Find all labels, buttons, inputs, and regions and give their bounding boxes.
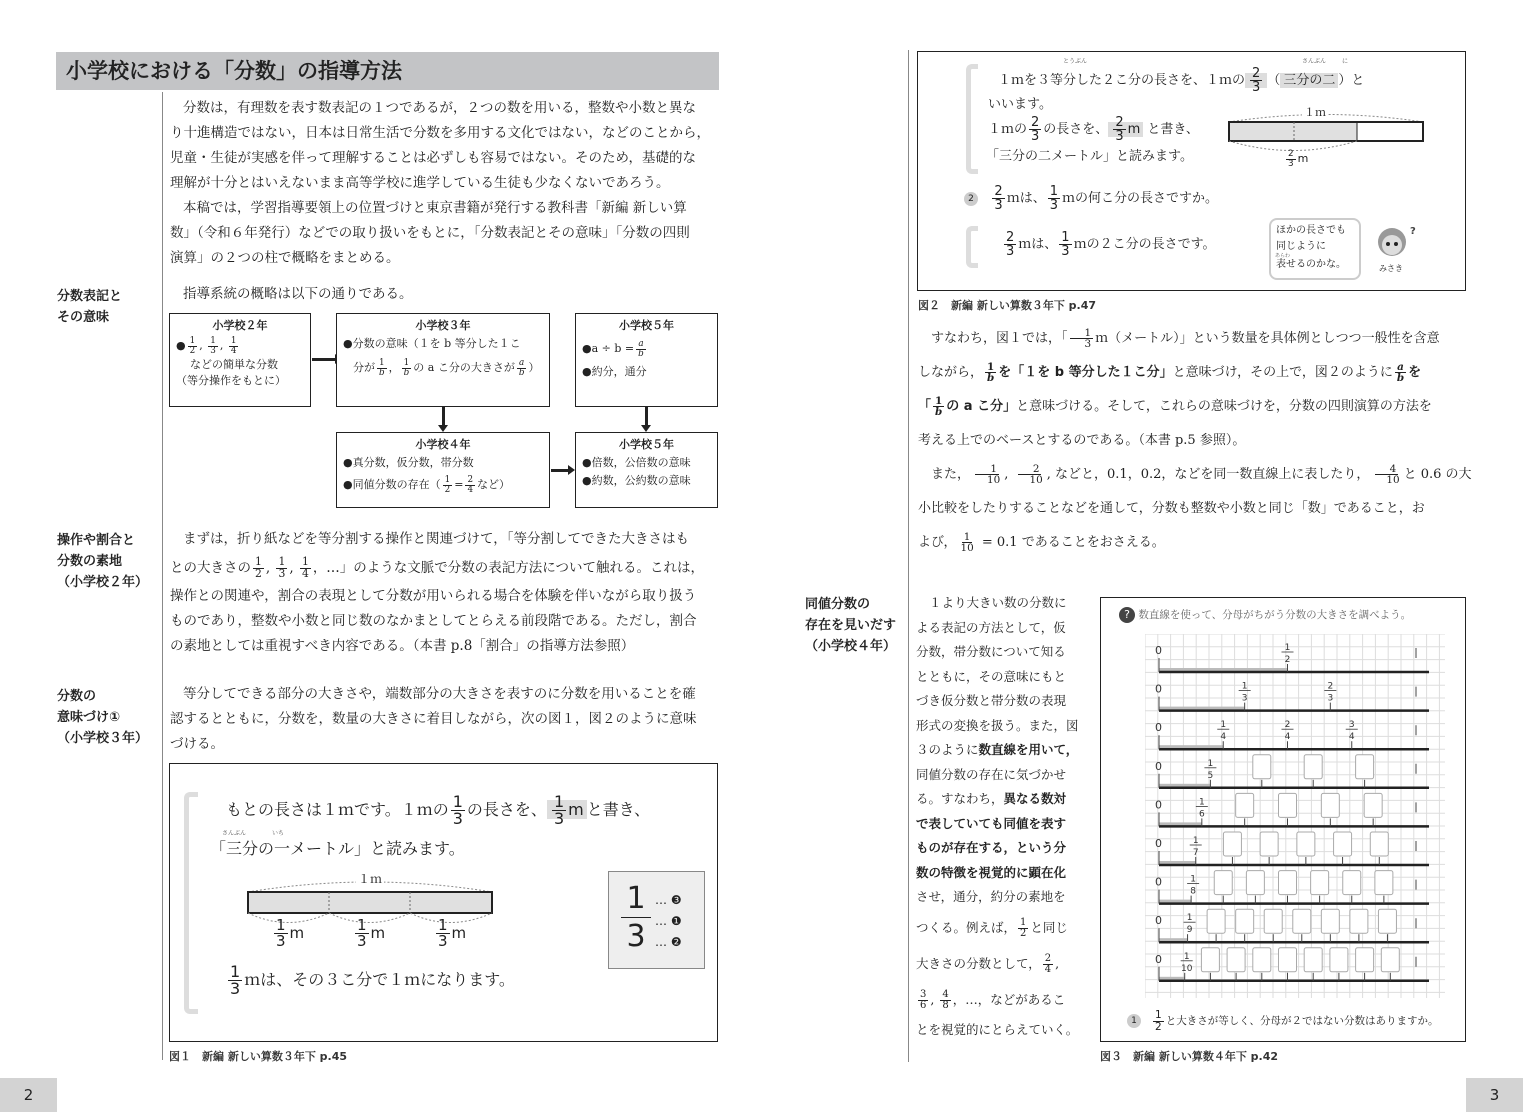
box-line: ●倍数，公倍数の意味 <box>582 456 691 469</box>
answer-box <box>1201 948 1219 972</box>
fraction: $\frac{1}{2}$ <box>255 555 262 580</box>
unit: m <box>370 924 386 942</box>
para-line: つくる。例えば， $\frac{1}{2}$ と同じ <box>916 916 1068 939</box>
arrow-right <box>551 469 569 472</box>
order-mark: ❶ <box>670 914 682 928</box>
answer-box <box>1304 755 1322 779</box>
text: ｍは、 <box>1006 191 1046 206</box>
intro-line: 児童・生徒が実感を伴って理解することは必ずしも容易ではない。そのため，基礎的な <box>170 150 696 166</box>
tick-label-numerator: 2 <box>1327 681 1334 692</box>
para-line: しながら， $\frac{1}{b}$ を「１を b 等分した１こ分」と意味づけ，その上で，図２のように $\frac{a}{b}$ を <box>918 360 1422 384</box>
text: しながら， <box>918 365 984 380</box>
figure-2-caption: 図２ 新編 新しい算数３年下 p.47 <box>918 299 1097 312</box>
fig2-line4: 「三分の二メートル」と読みます。 <box>986 149 1193 164</box>
svg-text:?: ? <box>1410 226 1416 237</box>
box-line: ●分数の意味（１を b 等分した１こ <box>343 337 521 350</box>
para-line: 「 $\frac{1}{b}$ の a こ分」と意味づける。そして，これらの意味づけを，分数の四則演算の方法を <box>918 394 1432 418</box>
tick-label-denominator: 6 <box>1198 809 1205 820</box>
box-line: ●約分，通分 <box>582 365 647 378</box>
para-line: 小比較をしたりすることなどを通して，分数も整数や小数と同じ「数」であること，お <box>918 501 1425 516</box>
para-line: すなわち，図１では，「 $\frac{1}{3}$ ｍ（メートル）」という数量を具体例としつつ一般性を含意 <box>931 326 1440 350</box>
fig2-line1: １ｍを３等分した２こ分の長さを、１ｍの $\frac{2}{3}$ （ 三分の二 ）と <box>998 66 1365 95</box>
unit: m <box>289 924 305 942</box>
text: ｍの２こ分の長さです。 <box>1073 237 1216 252</box>
ruby-toubun: とうぶん <box>1063 58 1088 65</box>
text: ｍの何こ分の長さですか。 <box>1061 191 1218 206</box>
text: との大きさの <box>170 560 251 576</box>
answer-box <box>1321 909 1339 933</box>
text: の長さを、 <box>1043 122 1109 137</box>
para-line: 数の特徴を視覚的に顕在化 <box>916 864 1067 880</box>
text: と書き、 <box>586 800 651 819</box>
order-mark: ❸ <box>670 893 682 907</box>
para-line: $\frac{3}{6}$ , $\frac{4}{8}$ ，…，などがあるこ <box>920 988 1066 1011</box>
arrow-down <box>645 407 648 426</box>
label-line: 同値分数の <box>805 597 871 612</box>
bold-text: 「 <box>918 399 932 414</box>
label-zero: 0 <box>1155 952 1162 966</box>
arrow-down <box>442 407 445 426</box>
box-line: （等分操作をもとに） <box>176 374 286 387</box>
label-line: 分数表記と <box>57 289 123 304</box>
section1-intro: 指導系統の概略は以下の通りである。 <box>183 286 413 302</box>
label-zero: 0 <box>1155 875 1162 889</box>
label-line: （小学校３年） <box>57 731 149 746</box>
text: また， <box>931 467 971 482</box>
fraction: $\frac{1}{4}$ <box>301 555 309 580</box>
ruby-arawa: あらわ <box>1275 253 1291 259</box>
figure-3 <box>1100 597 1466 1042</box>
segment-label: $\frac{2}{3}$ m <box>1288 148 1309 169</box>
fig1-line1 <box>226 790 650 830</box>
box-line: ●約数，公約数の意味 <box>582 474 691 487</box>
bold-text: 異なる数対 <box>1003 791 1067 806</box>
tick-label-numerator: 1 <box>1183 951 1190 962</box>
label-zero: 0 <box>1155 837 1162 850</box>
text: = <box>454 478 464 491</box>
fraction-bar <box>621 917 651 918</box>
intro-line: 分数は，有理数を表す数表記の１つであるが，２つの数を用いる，整数や小数と異な <box>183 100 696 116</box>
text: と書き、 <box>1147 122 1199 137</box>
label-line: 分数の素地 <box>57 554 123 569</box>
ruby-sanbun: さんぶん <box>222 830 247 837</box>
tick-label-numerator: 1 <box>1192 836 1199 846</box>
box-line: ●真分数，仮分数，帯分数 <box>343 456 474 469</box>
fraction: $\frac{2}{4}$ <box>467 474 474 495</box>
text: と意味づける。そして，これらの意味づけを，分数の四則演算の方法を <box>1016 399 1432 414</box>
tick-label-numerator: 1 <box>1207 758 1214 769</box>
para-line: 同値分数の存在に気づかせ <box>916 766 1067 782</box>
bold-text: を「１を b 等分した１こ分」 <box>998 365 1173 380</box>
para-line: 大きさの分数として， $\frac{2}{4}$ , <box>916 952 1060 975</box>
answer-box <box>1343 871 1361 895</box>
para-line: 等分してできる部分の大きさや，端数部分の大きさを表すのに分数を用いることを確 <box>183 686 696 702</box>
text: ●a ÷ b = <box>582 342 635 355</box>
text: ３のように <box>916 742 979 757</box>
bubble-line: ほかの長さでも <box>1276 225 1346 236</box>
tick-label-denominator: 5 <box>1207 770 1214 781</box>
question-text: と大きさが等しく、分母が２ではない分数はありますか。 <box>1165 1015 1439 1027</box>
para-line: づける。 <box>170 736 224 752</box>
answer-box <box>1279 793 1297 817</box>
intro-line: り十進構造ではない，日本は日常生活で分数を多用する文化ではない，などのことから， <box>170 125 710 141</box>
tick-label-denominator: 7 <box>1192 848 1199 858</box>
para-line: よび， $\frac{1}{10}$ = 0.1 であることをおさえる。 <box>918 530 1165 554</box>
flow-box-grade5a <box>575 313 718 407</box>
text: 大きさの分数として， <box>916 955 1041 971</box>
answer-box <box>1279 948 1297 972</box>
bracket <box>966 226 978 268</box>
answer-box <box>1223 832 1241 856</box>
segment-label: $\frac{1}{3}$ m <box>276 916 305 950</box>
box-line <box>343 353 543 383</box>
text: ） <box>528 361 540 374</box>
ruby-ichi: いち <box>272 830 285 837</box>
box-title: 小学校５年 <box>619 438 674 451</box>
answer-box <box>1207 909 1225 933</box>
page-title: 小学校における「分数」の指導方法 <box>56 52 719 90</box>
tick-label-numerator: 1 <box>1284 643 1291 653</box>
bold-text: を <box>1408 365 1422 380</box>
character-misaki-icon <box>1370 222 1420 262</box>
fraction-reading-order <box>608 871 705 969</box>
question-icon: ? <box>1119 607 1135 623</box>
order-mark: ❷ <box>670 935 682 949</box>
para-line: させ，通分，約分の素地を <box>916 889 1066 904</box>
answer-box <box>1236 909 1254 933</box>
para-line: ものであり，整数や小数と同じ数のなかまとしてとらえる前段階である。ただし，割合 <box>170 613 697 629</box>
figure-2 <box>917 51 1466 291</box>
box-title: 小学校５年 <box>619 319 674 332</box>
text: ｍは、 <box>1018 237 1058 252</box>
number-line-chart <box>1145 634 1445 998</box>
fraction: $\frac{1}{b}$ <box>379 357 385 378</box>
answer-box <box>1293 909 1311 933</box>
text: 分が <box>353 361 375 374</box>
fraction: $\frac{a}{b}$ <box>518 357 525 378</box>
fraction: $\frac{1}{2}$ <box>444 474 451 495</box>
question-number: 1 <box>1127 1014 1141 1028</box>
label-line: 操作や割合と <box>57 533 136 548</box>
para-line: とともに，その意味にもと <box>916 668 1067 684</box>
label-zero: 0 <box>1155 914 1162 928</box>
text: ，…」のような文脈で分数の表記方法について触れる。これは， <box>312 560 705 576</box>
tick-label-numerator: 1 <box>1241 681 1248 692</box>
flow-box-grade4 <box>336 432 550 508</box>
answer-box <box>1227 948 1245 972</box>
box-line: などの簡単な分数 <box>190 358 278 371</box>
label-line: 分数の <box>57 689 97 704</box>
text: と意味づけ，その上で，図２のように <box>1172 365 1393 380</box>
prompt-text: 数直線を使って、分母がちがう分数の大きさを調べよう。 <box>1138 609 1412 621</box>
para-line: 考える上でのベースとするのである。（本書 p.5 参照）。 <box>918 433 1246 448</box>
para-line: 操作との関連や，割合の表現として分数が用いられる場合を体験を伴いながら取り扱う <box>170 588 697 604</box>
figure-1 <box>169 763 718 1042</box>
figure-3-caption: 図３ 新編 新しい算数４年下 p.42 <box>1100 1050 1279 1063</box>
fraction: $\frac{1}{3}$ <box>553 792 565 828</box>
fig1-line2: 「三分の一メートル」と読みます。 <box>210 839 465 858</box>
fraction: $\frac{1}{3}$ <box>210 335 216 356</box>
section3-paragraph <box>170 682 726 757</box>
fraction: $\frac{1}{3}$ <box>278 555 286 580</box>
text: などと，0.1，0.2，などを同一数直線上に表したり， <box>1055 467 1370 482</box>
text: ，…，などがあるこ <box>952 991 1066 1007</box>
character-name: みさき <box>1379 264 1403 273</box>
tick-label-numerator: 3 <box>1348 720 1355 731</box>
text: = 0.1 であることをおさえる。 <box>981 535 1165 550</box>
intro-line: 本稿では，学習指導要領上の位置づけと東京書籍が発行する教科書「新編 新しい算 <box>183 200 687 216</box>
box-line <box>343 472 543 498</box>
para-line: 形式の変換を扱う。また，図 <box>916 717 1079 733</box>
bar-label: １ｍ <box>358 872 383 886</box>
section4-paragraph <box>916 591 1096 1042</box>
bold-text: の a こ分」 <box>946 399 1017 414</box>
text: よび， <box>918 535 957 550</box>
bracket <box>966 64 978 174</box>
fraction <box>451 794 465 827</box>
intro-line: 演算」の２つの柱で概略をまとめる。 <box>170 250 400 266</box>
fig1-line3: $\frac{1}{3}$ ｍは、その３こ分で１ｍになります。 <box>230 962 515 998</box>
segment-label: $\frac{1}{3}$ m <box>357 916 386 950</box>
answer-box <box>1253 755 1271 779</box>
answer-box <box>1364 793 1382 817</box>
text: る。すなわち， <box>916 791 1004 806</box>
text: すなわち，図１では，「 <box>931 331 1068 346</box>
fraction: $\frac{1}{2}$ <box>189 335 196 356</box>
tick-label-denominator: 9 <box>1186 925 1193 936</box>
text: もとの長さは１ｍです。１ｍの <box>226 800 449 819</box>
text: と 0.6 の大 <box>1403 467 1472 482</box>
answer-box <box>1297 832 1315 856</box>
section2-paragraph <box>170 527 726 659</box>
order-marks: … ❸ … ❶ … ❷ <box>655 893 682 949</box>
numerator: 1 <box>452 792 463 811</box>
text: の a こ分の大きさが <box>413 361 515 374</box>
fig2-line2: いいます。 <box>988 97 1052 112</box>
para-line: ものが存在する，という分 <box>916 840 1067 855</box>
bar-label: １ｍ <box>1304 106 1326 119</box>
para-line: よる表記の方法として，仮 <box>916 619 1066 635</box>
ruby-ni: に <box>1342 58 1349 65</box>
para-line: まずは，折り紙などを等分割する操作と関連づけて，「等分割してできた大きさはも <box>183 531 689 547</box>
arrow-right <box>312 358 336 361</box>
tick-label-numerator: 1 <box>1186 913 1193 924</box>
box-title: 小学校３年 <box>415 319 471 332</box>
tick-label-denominator: 4 <box>1284 732 1291 743</box>
answer-box <box>1330 948 1348 972</box>
label-zero: 0 <box>1155 682 1162 696</box>
page-number-left: 2 <box>0 1078 57 1112</box>
answer-2: $\frac{2}{3}$ ｍは、 $\frac{1}{3}$ ｍの２こ分の長さです。 <box>1006 230 1216 259</box>
fraction: $\frac{1}{b}$ <box>403 357 410 378</box>
tick-label-denominator: 4 <box>1220 732 1227 743</box>
explanation-paragraph <box>918 322 1470 560</box>
bracket <box>184 792 198 1014</box>
text: ｍは、その３こ分で１ｍになります。 <box>244 970 515 989</box>
label-line: その意味 <box>57 310 110 325</box>
para-line: 認するとともに，分数を，数量の大きさに着目しながら，次の図１，図２のように意味 <box>170 711 697 727</box>
para-line: で表していても同値を表す <box>916 815 1067 831</box>
label-line: （小学校２年） <box>57 575 149 590</box>
answer-box <box>1236 793 1254 817</box>
text: ）と <box>1338 73 1365 88</box>
para-line: １より大きい数の分数に <box>929 595 1067 610</box>
section-label-grade2 <box>57 530 148 593</box>
text: １ｍを３等分した２こ分の長さを、１ｍの <box>998 73 1246 88</box>
answer-box <box>1214 871 1232 895</box>
tick-label-denominator: 4 <box>1348 732 1355 743</box>
section-label-grade3 <box>57 686 148 749</box>
speech-bubble <box>1269 218 1361 280</box>
answer-box <box>1356 755 1374 779</box>
answer-box <box>1356 948 1374 972</box>
numerator: 1 <box>626 881 646 916</box>
intro-line: 理解が十分とはいえないまま高等学校に進学している生徒も少なくないであろう。 <box>170 175 670 191</box>
answer-box <box>1321 793 1339 817</box>
para-line: また， $\frac{1}{10}$ , $\frac{2}{10}$ , などと，0.1，0.2，などを同一数直線上に表したり， $\frac{4}{10}$ と 0.6 の大 <box>931 462 1472 486</box>
section-label-notation <box>57 286 122 328</box>
denominator: 3 <box>452 809 463 828</box>
answer-box <box>1311 871 1329 895</box>
ruby-sanbun: さんぶん <box>1302 58 1327 65</box>
text: ｍ（メートル）」という数量を具体例としつつ一般性を含意 <box>1095 331 1440 346</box>
highlight-fraction <box>547 792 587 828</box>
page-number-right: 3 <box>1466 1078 1523 1112</box>
box-line <box>582 335 711 363</box>
label-zero: 0 <box>1155 798 1162 812</box>
bold-text: 数直線を用いて， <box>978 742 1079 757</box>
figure-1-caption: 図１ 新編 新しい算数３年下 p.45 <box>169 1050 348 1063</box>
segment-label: $\frac{1}{3}$ m <box>438 916 467 950</box>
tick-label-denominator: 3 <box>1327 693 1334 704</box>
text: の長さを、 <box>466 800 547 819</box>
tick-label-denominator: 3 <box>1241 693 1248 704</box>
text: つくる。例えば， <box>916 919 1017 935</box>
tick-label-denominator: 10 <box>1180 963 1193 974</box>
margin-divider <box>908 50 909 1062</box>
tick-label-denominator: 2 <box>1284 655 1291 665</box>
fraction: $\frac{1}{4}$ <box>230 335 237 356</box>
section-label-grade4 <box>805 594 896 657</box>
answer-box <box>1350 909 1368 933</box>
denominator: 3 <box>626 919 646 954</box>
answer-box <box>1260 832 1278 856</box>
text: １ｍの <box>988 122 1028 137</box>
answer-box <box>1378 909 1396 933</box>
para-line: とを視覚的にとらえていく。 <box>916 1021 1079 1037</box>
margin-divider <box>162 92 163 1060</box>
box-title: 小学校４年 <box>415 438 471 451</box>
text: と同じ <box>1030 919 1068 935</box>
tick-label-denominator: 8 <box>1190 886 1196 897</box>
bubble-line: 表せるのかな。 <box>1276 259 1346 270</box>
label-zero: 0 <box>1155 759 1162 773</box>
question-2: 2 $\frac{2}{3}$ ｍは、 $\frac{1}{3}$ ｍの何こ分の長さですか。 <box>964 184 1218 214</box>
answer-box <box>1370 832 1388 856</box>
tick-label-numerator: 1 <box>1190 874 1196 885</box>
label-line: 意味づけ① <box>57 710 121 725</box>
tick-label-numerator: 1 <box>1198 797 1205 808</box>
fraction: $\frac{a}{b}$ <box>638 338 644 359</box>
fig3-prompt <box>1119 606 1411 624</box>
para-line: との大きさの $\frac{1}{2}$ , $\frac{1}{3}$ , $\frac{1}{4}$ ，…」のような文脈で分数の表記方法について触れる。これは， <box>170 555 705 580</box>
flow-box-grade5b <box>575 432 718 508</box>
answer-box <box>1279 871 1297 895</box>
bubble-line: 同じように <box>1276 241 1326 252</box>
label-line: 存在を見いだす <box>805 618 897 633</box>
answer-box <box>1304 948 1322 972</box>
box-title: 小学校２年 <box>212 319 268 332</box>
para-line <box>916 787 1096 812</box>
label-zero: 0 <box>1155 644 1162 657</box>
fig3-question: 1 $\frac{1}{2}$ と大きさが等しく、分母が２ではない分数はありますか。 <box>1127 1008 1439 1034</box>
highlight-text: 三分の二 <box>1280 73 1338 88</box>
intro-paragraph <box>170 96 726 271</box>
answer-box <box>1264 909 1282 933</box>
fig2-line3: １ｍの $\frac{2}{3}$ の長さを、 $\frac{2}{3}$ m と書き、 <box>988 115 1199 144</box>
box-fracs: ● $\frac{1}{2}$ , $\frac{1}{3}$ , $\frac{1}{4}$ <box>176 335 237 356</box>
tick-label-numerator: 1 <box>1220 720 1227 731</box>
text: ●同値分数の存在（ <box>343 478 441 491</box>
question-number: 2 <box>964 192 978 206</box>
answer-box <box>1381 948 1399 972</box>
answer-box <box>1375 871 1393 895</box>
unit: m <box>568 800 584 819</box>
para-line <box>916 738 1096 763</box>
para-line: の素地としては重視すべき内容である。（本書 p.8「割合」の指導方法参照） <box>170 638 635 654</box>
para-line: づき仮分数と帯分数の表現 <box>916 693 1067 708</box>
answer-box <box>1334 832 1352 856</box>
label-line: （小学校４年） <box>805 639 897 654</box>
text: など） <box>477 478 511 491</box>
intro-line: 数」（令和６年発行）などでの取り扱いをもとに，「分数表記とその意味」「分数の四則 <box>170 225 690 241</box>
para-line: 分数，帯分数について知る <box>916 644 1066 659</box>
answer-box <box>1253 948 1271 972</box>
flow-box-grade3 <box>336 313 550 407</box>
tick-label-numerator: 2 <box>1284 720 1291 731</box>
unit: m <box>451 924 467 942</box>
flow-box-grade2 <box>169 313 311 407</box>
label-zero: 0 <box>1155 721 1162 735</box>
answer-box <box>1246 871 1264 895</box>
text: ， <box>388 361 400 374</box>
